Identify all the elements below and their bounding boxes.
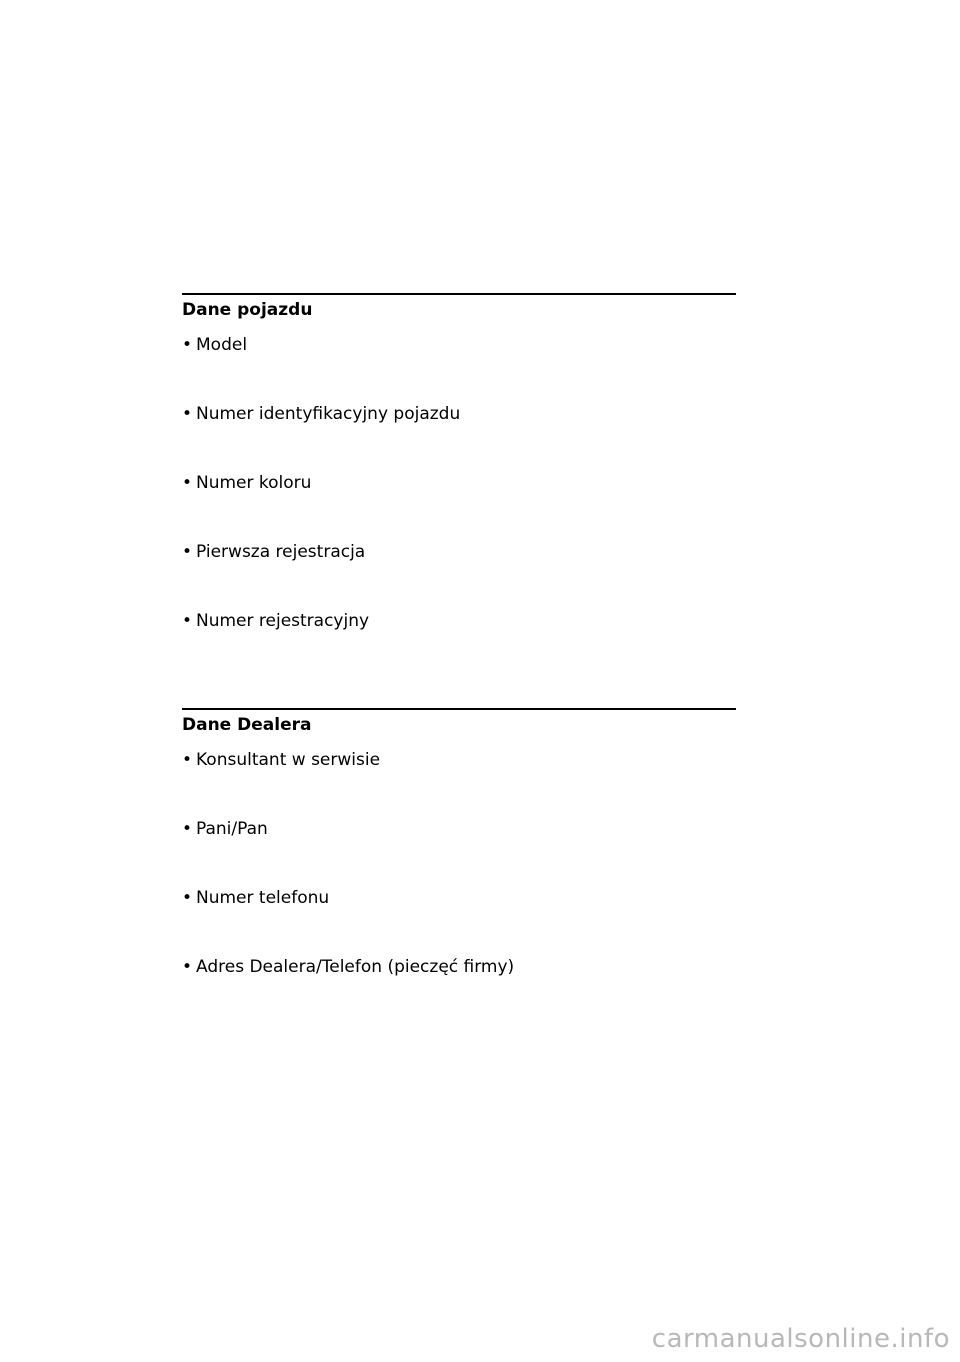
list-item-color-number bbox=[182, 473, 311, 493]
list-item-label: Numer identyfikacyjny pojazdu bbox=[196, 404, 461, 424]
list-item-dealer-address bbox=[182, 957, 514, 977]
bullet-icon: • bbox=[182, 404, 193, 424]
bullet-icon: • bbox=[182, 957, 193, 977]
list-item-model bbox=[182, 335, 247, 355]
vehicle-data-section bbox=[182, 293, 736, 633]
list-item-first-registration bbox=[182, 542, 365, 562]
list-item-label: Numer rejestracyjny bbox=[196, 611, 370, 631]
list-item-label: Model bbox=[196, 335, 248, 355]
list-item-label: Adres Dealera/Telefon (pieczęć firmy) bbox=[196, 957, 515, 977]
section-title: Dane Dealera bbox=[182, 715, 312, 735]
list-item-label: Numer koloru bbox=[196, 473, 312, 493]
bullet-icon: • bbox=[182, 819, 193, 839]
list-item-vin bbox=[182, 404, 460, 424]
list-item-registration-number bbox=[182, 611, 369, 631]
section-title: Dane pojazdu bbox=[182, 300, 313, 320]
list-item-salutation bbox=[182, 819, 268, 839]
section-divider bbox=[182, 708, 736, 710]
bullet-icon: • bbox=[182, 611, 193, 631]
bullet-icon: • bbox=[182, 750, 193, 770]
list-item-phone-number bbox=[182, 888, 329, 908]
bullet-icon: • bbox=[182, 542, 193, 562]
bullet-icon: • bbox=[182, 335, 193, 355]
list-item-label: Pierwsza rejestracja bbox=[196, 542, 366, 562]
list-item-label: Pani/Pan bbox=[196, 819, 268, 839]
list-item-label: Numer telefonu bbox=[196, 888, 330, 908]
list-item-label: Konsultant w serwisie bbox=[196, 750, 381, 770]
dealer-data-section bbox=[182, 708, 736, 988]
section-divider bbox=[182, 293, 736, 295]
list-item-service-advisor bbox=[182, 750, 380, 770]
bullet-icon: • bbox=[182, 888, 193, 908]
bullet-icon: • bbox=[182, 473, 193, 493]
watermark-text: carmanualsonline.info bbox=[651, 1324, 950, 1354]
